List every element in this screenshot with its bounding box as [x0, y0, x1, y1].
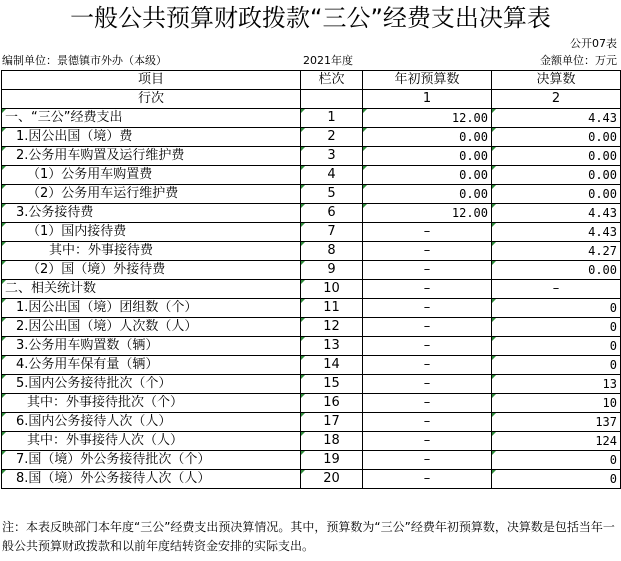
row-col: 3: [301, 147, 363, 166]
table-row: [2, 185, 621, 204]
row-col: 13: [301, 337, 363, 356]
row-budget: –: [363, 470, 492, 489]
row-actual: 0: [492, 356, 621, 375]
row-col: 14: [301, 356, 363, 375]
row-budget: –: [363, 356, 492, 375]
table-row: [2, 470, 621, 489]
header-item: 项目: [2, 71, 301, 90]
row-item: 2.因公出国（境）人次数（人）: [2, 318, 301, 337]
table-row: [2, 318, 621, 337]
row-item: 3.公务用车购置数（辆）: [2, 337, 301, 356]
row-budget: 12.00: [363, 204, 492, 223]
row-col: 18: [301, 432, 363, 451]
row-budget: 12.00: [363, 109, 492, 128]
row-col: 7: [301, 223, 363, 242]
table-row: [2, 166, 621, 185]
header-budget: 年初预算数: [363, 71, 492, 90]
table-row: [2, 356, 621, 375]
table-row: [2, 147, 621, 166]
row-item: 1.因公出国（境）费: [2, 128, 301, 147]
row-actual: 4.43: [492, 204, 621, 223]
row-budget: –: [363, 280, 492, 299]
row-budget: 0.00: [363, 166, 492, 185]
subheader-row: [2, 90, 621, 109]
row-item: 3.公务接待费: [2, 204, 301, 223]
row-item: 7.国（境）外公务接待批次（个）: [2, 451, 301, 470]
row-item: 1.因公出国（境）团组数（个）: [2, 299, 301, 318]
table-title: 一般公共预算财政拨款“三公”经费支出决算表: [70, 4, 551, 32]
table-row: [2, 261, 621, 280]
row-actual: 13: [492, 375, 621, 394]
table-code: 公开07表: [570, 37, 617, 50]
row-actual: 0.00: [492, 166, 621, 185]
row-item: 二、相关统计数: [2, 280, 301, 299]
unit-label: 金额单位：万元: [540, 54, 617, 67]
row-col: 17: [301, 413, 363, 432]
row-item: 5.国内公务接待批次（个）: [2, 375, 301, 394]
header-col: 栏次: [301, 71, 363, 90]
table-row: [2, 223, 621, 242]
row-item: （1）公务用车购置费: [2, 166, 301, 185]
row-budget: –: [363, 432, 492, 451]
row-item: 6.国内公务接待人次（人）: [2, 413, 301, 432]
row-budget: 0.00: [363, 147, 492, 166]
row-budget: –: [363, 242, 492, 261]
row-col: 4: [301, 166, 363, 185]
table-row: [2, 432, 621, 451]
row-budget: –: [363, 337, 492, 356]
row-actual: 0: [492, 470, 621, 489]
row-actual: 0: [492, 337, 621, 356]
row-col: 9: [301, 261, 363, 280]
row-item: 一、“三公”经费支出: [2, 109, 301, 128]
table-row: [2, 204, 621, 223]
row-budget: –: [363, 451, 492, 470]
header-actual: 决算数: [492, 71, 621, 90]
row-col: 16: [301, 394, 363, 413]
row-col: 1: [301, 109, 363, 128]
row-actual: 4.27: [492, 242, 621, 261]
subheader-item: 行次: [2, 90, 301, 109]
row-actual: 0.00: [492, 185, 621, 204]
row-budget: 0.00: [363, 185, 492, 204]
row-item: 4.公务用车保有量（辆）: [2, 356, 301, 375]
row-actual: 0.00: [492, 261, 621, 280]
row-actual: 10: [492, 394, 621, 413]
row-budget: –: [363, 299, 492, 318]
row-col: 12: [301, 318, 363, 337]
row-item: 其中：外事接待人次（人）: [2, 432, 301, 451]
table-row: [2, 128, 621, 147]
row-item: （2）国（境）外接待费: [2, 261, 301, 280]
org-label: 编制单位：景德镇市外办（本级）: [2, 54, 167, 67]
expenditure-table: [1, 70, 621, 489]
row-item: 其中：外事接待费: [2, 242, 301, 261]
row-budget: –: [363, 413, 492, 432]
row-actual: 0: [492, 299, 621, 318]
row-item: （2）公务用车运行维护费: [2, 185, 301, 204]
table-row: [2, 413, 621, 432]
footnote: 注：本表反映部门本年度“三公”经费支出预决算情况。其中，预算数为“三公”经费年初预算数，决算数是包括当年一般公共预算财政拨款和以前年度结转资金安排的实际支出。: [2, 520, 615, 553]
row-budget: –: [363, 375, 492, 394]
row-actual: 4.43: [492, 109, 621, 128]
row-item: 其中：外事接待批次（个）: [2, 394, 301, 413]
subheader-budget: 1: [363, 90, 492, 109]
row-item: 8.国（境）外公务接待人次（人）: [2, 470, 301, 489]
row-budget: 0.00: [363, 128, 492, 147]
row-col: 11: [301, 299, 363, 318]
row-col: 20: [301, 470, 363, 489]
table-row: [2, 280, 621, 299]
table-row: [2, 451, 621, 470]
table-row: [2, 337, 621, 356]
row-actual: 0: [492, 318, 621, 337]
row-budget: –: [363, 261, 492, 280]
subheader-actual: 2: [492, 90, 621, 109]
row-col: 5: [301, 185, 363, 204]
row-actual: 137: [492, 413, 621, 432]
row-actual: 4.43: [492, 223, 621, 242]
row-col: 15: [301, 375, 363, 394]
subheader-col: [301, 90, 363, 109]
row-actual: 0.00: [492, 128, 621, 147]
year-label: 2021年度: [303, 54, 353, 67]
row-col: 6: [301, 204, 363, 223]
row-actual: 0: [492, 451, 621, 470]
row-actual: 124: [492, 432, 621, 451]
table-row: [2, 299, 621, 318]
row-col: 2: [301, 128, 363, 147]
table-row: [2, 109, 621, 128]
table-row: [2, 242, 621, 261]
row-budget: –: [363, 223, 492, 242]
row-col: 8: [301, 242, 363, 261]
row-actual: 0.00: [492, 147, 621, 166]
row-budget: –: [363, 394, 492, 413]
row-actual: –: [492, 280, 621, 299]
table-row: [2, 375, 621, 394]
row-col: 10: [301, 280, 363, 299]
table-row: [2, 394, 621, 413]
row-item: （1）国内接待费: [2, 223, 301, 242]
header-row: [2, 71, 621, 90]
row-budget: –: [363, 318, 492, 337]
row-item: 2.公务用车购置及运行维护费: [2, 147, 301, 166]
row-col: 19: [301, 451, 363, 470]
